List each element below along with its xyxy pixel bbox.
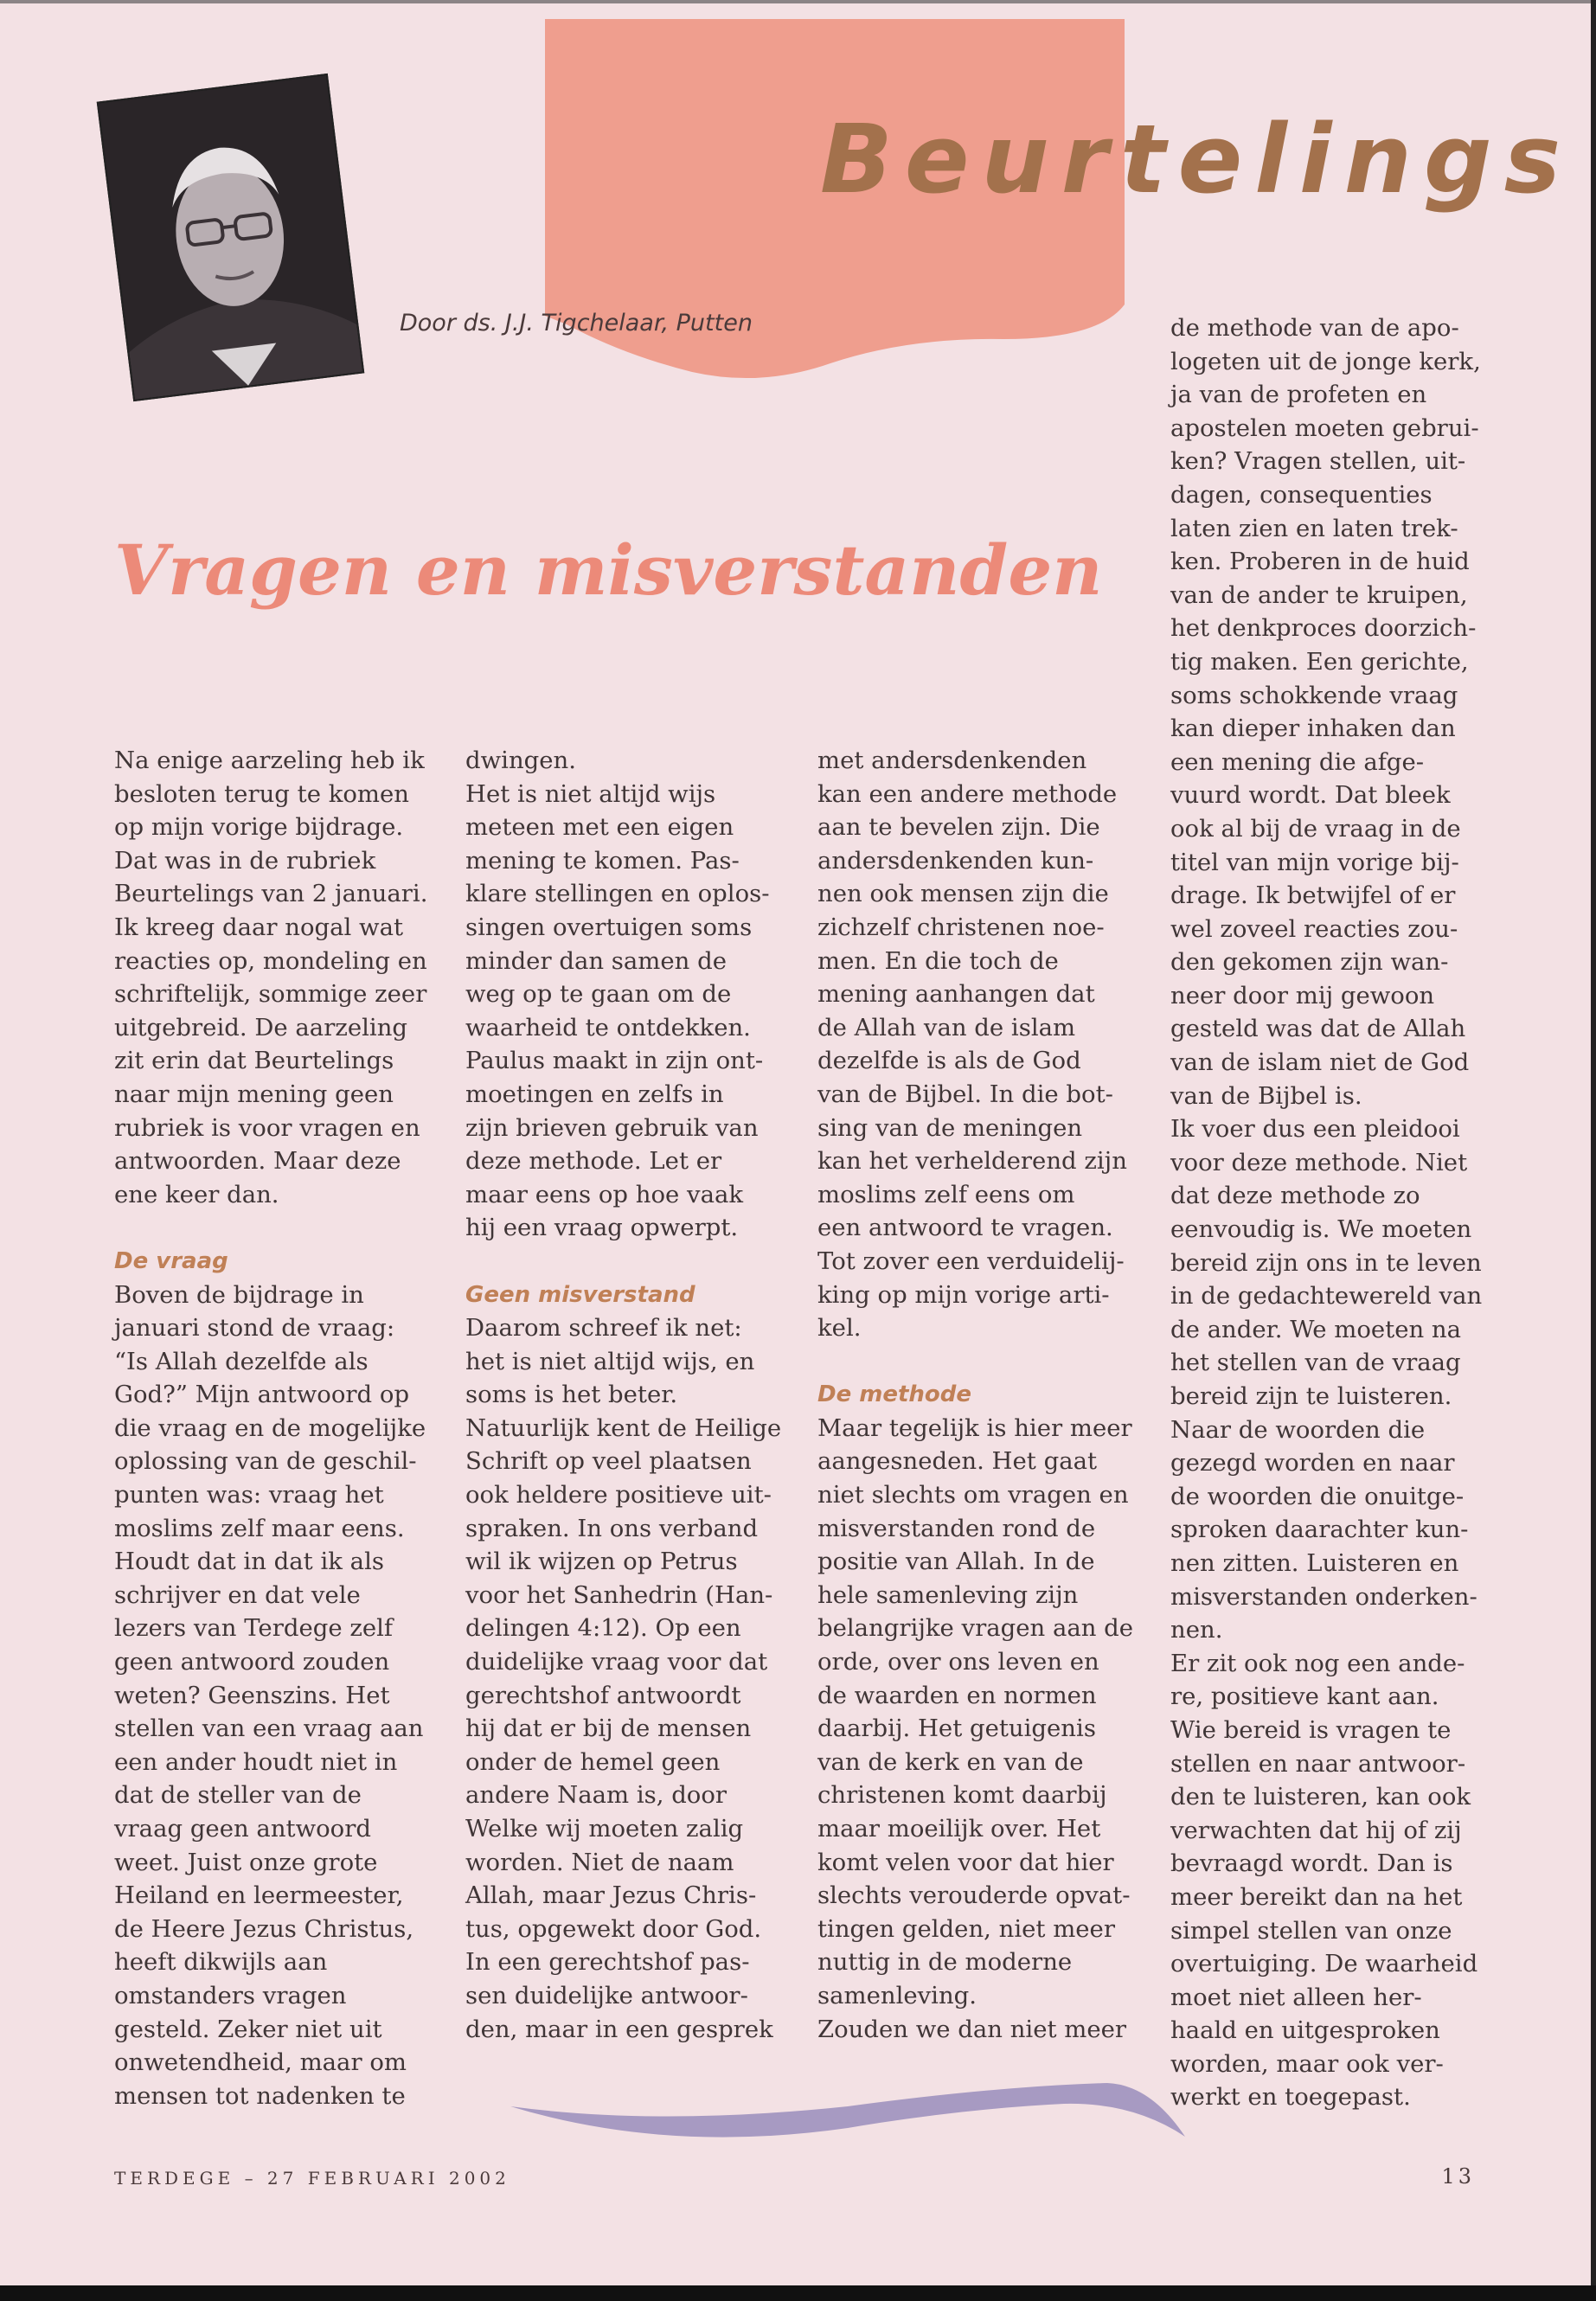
body-text-line: king op mijn vorige arti- bbox=[817, 1280, 1110, 1309]
body-text-line: van de islam niet de God bbox=[1170, 1048, 1470, 1077]
body-text-line: minder dan samen de bbox=[465, 946, 727, 975]
body-text-line: Natuurlijk kent de Heilige bbox=[465, 1413, 782, 1442]
body-text-line: van de ander te kruipen, bbox=[1170, 580, 1468, 609]
body-text-line: de methode van de apo- bbox=[1170, 314, 1459, 342]
section-subheading: Geen misverstand bbox=[465, 1281, 695, 1308]
body-text-line: van de kerk en van de bbox=[817, 1747, 1084, 1776]
body-text-line: weet. Juist onze grote bbox=[114, 1848, 378, 1876]
body-text-line: andersdenkenden kun- bbox=[817, 846, 1094, 875]
body-text-line: gesteld was dat de Allah bbox=[1170, 1015, 1466, 1043]
body-text-line: kan dieper inhaken dan bbox=[1170, 715, 1456, 743]
body-text-line: reacties op, mondeling en bbox=[114, 946, 427, 975]
body-text-line: stellen van een vraag aan bbox=[114, 1715, 424, 1743]
body-text-line: dwingen. bbox=[465, 747, 576, 774]
body-text-line: orde, over ons leven en bbox=[817, 1648, 1099, 1676]
body-text-line: kan een andere methode bbox=[817, 779, 1118, 808]
body-text-line: kel. bbox=[817, 1314, 862, 1343]
body-text-line: van de Bijbel. In die bot- bbox=[817, 1080, 1113, 1108]
body-text-line: samenleving. bbox=[817, 1981, 977, 2009]
body-text-line: gesteld. Zeker niet uit bbox=[114, 2015, 382, 2043]
body-text-line: mening aanhangen dat bbox=[817, 980, 1095, 1009]
body-text-line: dat de steller van de bbox=[114, 1781, 362, 1810]
body-text-line: moet niet alleen her- bbox=[1170, 1983, 1422, 2011]
body-text-line: delingen 4:12). Op een bbox=[465, 1614, 741, 1643]
body-text-line: ook al bij de vraag in de bbox=[1170, 814, 1461, 843]
body-text-line: oplossing van de geschil- bbox=[114, 1447, 417, 1476]
author-photo bbox=[97, 74, 365, 401]
body-text-line: ken. Proberen in de huid bbox=[1170, 548, 1470, 576]
body-text-line: ja van de profeten en bbox=[1170, 381, 1427, 409]
body-text-line: “Is Allah dezelfde als bbox=[114, 1347, 369, 1375]
body-text-line: bereid zijn ons in te leven bbox=[1170, 1248, 1482, 1277]
body-text-line: Na enige aarzeling heb ik bbox=[114, 747, 425, 774]
body-text-line: januari stond de vraag: bbox=[114, 1314, 395, 1343]
body-text-line: soms schokkende vraag bbox=[1170, 681, 1458, 709]
body-text-line: schrijver en dat vele bbox=[114, 1580, 361, 1609]
body-text-line: waarheid te ontdekken. bbox=[465, 1013, 751, 1042]
body-text-line: onwetendheid, maar om bbox=[114, 2048, 407, 2077]
body-text-line: misverstanden onderken- bbox=[1170, 1582, 1477, 1611]
body-text-line: het stellen van de vraag bbox=[1170, 1349, 1461, 1377]
body-text-line: slechts verouderde opvat- bbox=[817, 1881, 1131, 1910]
body-text-line: nen ook mensen zijn die bbox=[817, 880, 1109, 908]
body-text-line: den gekomen zijn wan- bbox=[1170, 948, 1449, 977]
body-text-line: soms is het beter. bbox=[465, 1381, 678, 1409]
body-text-line: komt velen voor dat hier bbox=[817, 1848, 1114, 1876]
body-text-line: Boven de bijdrage in bbox=[114, 1280, 364, 1309]
body-text-line: moslims zelf eens om bbox=[817, 1180, 1075, 1208]
body-text-line: misverstanden rond de bbox=[817, 1514, 1096, 1542]
body-text-line: een antwoord te vragen. bbox=[817, 1214, 1113, 1242]
body-text-line: God?” Mijn antwoord op bbox=[114, 1381, 410, 1409]
body-text-line: Het is niet altijd wijs bbox=[465, 779, 716, 808]
body-text-line: aangesneden. Het gaat bbox=[817, 1447, 1098, 1476]
body-text-line: Wie bereid is vragen te bbox=[1170, 1715, 1452, 1744]
author-byline: Door ds. J.J. Tigchelaar, Putten bbox=[400, 310, 753, 336]
body-text-line: drage. Ik betwijfel of er bbox=[1170, 881, 1456, 910]
body-text-line: antwoorden. Maar deze bbox=[114, 1147, 401, 1176]
body-text-line: uitgebreid. De aarzeling bbox=[114, 1013, 408, 1042]
body-text-line: nen. bbox=[1170, 1616, 1223, 1644]
body-text-line: stellen en naar antwoor- bbox=[1170, 1749, 1466, 1778]
body-text-line: zijn brieven gebruik van bbox=[465, 1113, 759, 1142]
body-text-line: neer door mij gewoon bbox=[1170, 981, 1435, 1009]
body-text-line: worden, maar ook ver- bbox=[1170, 2049, 1444, 2078]
body-text-line: bevraagd wordt. Dan is bbox=[1170, 1849, 1453, 1878]
body-text-line: Naar de woorden die bbox=[1170, 1415, 1426, 1444]
body-text-line: aan te bevelen zijn. Die bbox=[817, 813, 1100, 842]
body-text-line: Daarom schreef ik net: bbox=[465, 1314, 742, 1343]
body-text-line: In een gerechtshof pas- bbox=[465, 1948, 750, 1977]
footer-publication: TERDEGE – 27 FEBRUARI 2002 bbox=[114, 2168, 510, 2189]
body-text-line: zichzelf christenen noe- bbox=[817, 913, 1105, 941]
body-text-line: de Heere Jezus Christus, bbox=[114, 1914, 414, 1943]
body-text-line: overtuiging. De waarheid bbox=[1170, 1950, 1478, 1978]
body-text-line: re, positieve kant aan. bbox=[1170, 1682, 1439, 1711]
body-text-line: het denkproces doorzich- bbox=[1170, 614, 1477, 643]
body-text-line: een mening die afge- bbox=[1170, 747, 1425, 776]
body-text-line: eenvoudig is. We moeten bbox=[1170, 1215, 1472, 1244]
body-text-line: mening te komen. Pas- bbox=[465, 846, 740, 875]
body-text-line: sproken daarachter kun- bbox=[1170, 1516, 1469, 1544]
body-text-line: dagen, consequenties bbox=[1170, 480, 1433, 509]
body-text-line: Heiland en leermeester, bbox=[114, 1881, 404, 1910]
body-text-line: klare stellingen en oplos- bbox=[465, 880, 770, 908]
body-text-line: een ander houdt niet in bbox=[114, 1747, 398, 1776]
body-text-line: onder de hemel geen bbox=[465, 1747, 721, 1776]
body-text-line: de Allah van de islam bbox=[817, 1013, 1076, 1042]
body-text-line: die vraag en de mogelijke bbox=[114, 1413, 426, 1442]
article-column-3 bbox=[817, 744, 1133, 2046]
body-text-line: daarbij. Het getuigenis bbox=[817, 1715, 1096, 1743]
article-headline: Vragen en misverstanden bbox=[114, 529, 1103, 611]
body-text-line: verwachten dat hij of zij bbox=[1170, 1816, 1462, 1844]
body-text-line: niet slechts om vragen en bbox=[817, 1481, 1129, 1509]
body-text-line: gerechtshof antwoordt bbox=[465, 1681, 741, 1709]
body-text-line: ken? Vragen stellen, uit- bbox=[1170, 447, 1466, 476]
body-text-line: ene keer dan. bbox=[114, 1180, 279, 1208]
body-text-line: Welke wij moeten zalig bbox=[465, 1815, 744, 1843]
body-text-line: positie van Allah. In de bbox=[817, 1548, 1095, 1576]
body-text-line: moslims zelf maar eens. bbox=[114, 1514, 405, 1542]
body-text-line: andere Naam is, door bbox=[465, 1781, 727, 1810]
body-text-line: sing van de meningen bbox=[817, 1113, 1083, 1142]
body-text-line: Schrift op veel plaatsen bbox=[465, 1447, 752, 1476]
body-text-line: vuurd wordt. Dat bleek bbox=[1170, 781, 1451, 810]
body-text-line: spraken. In ons verband bbox=[465, 1514, 759, 1542]
body-text-line: werkt en toegepast. bbox=[1170, 2083, 1411, 2112]
body-text-line: besloten terug te komen bbox=[114, 779, 409, 808]
body-text-line: vraag geen antwoord bbox=[114, 1815, 371, 1843]
body-text-line: belangrijke vragen aan de bbox=[817, 1614, 1134, 1643]
body-text-line: mensen tot nadenken te bbox=[114, 2081, 406, 2110]
body-text-line: tingen gelden, niet meer bbox=[817, 1914, 1115, 1943]
body-text-line: tig maken. Een gerichte, bbox=[1170, 647, 1469, 676]
body-text-line: hij een vraag opwerpt. bbox=[465, 1214, 739, 1242]
body-text-line: Tot zover een verduidelij- bbox=[817, 1247, 1125, 1275]
body-text-line: met andersdenkenden bbox=[817, 747, 1087, 774]
body-text-line: gezegd worden en naar bbox=[1170, 1449, 1455, 1477]
body-text-line: naar mijn mening geen bbox=[114, 1080, 394, 1108]
body-text-line: wil ik wijzen op Petrus bbox=[465, 1548, 738, 1576]
body-text-line: weg op te gaan om de bbox=[465, 980, 732, 1009]
body-text-line: duidelijke vraag voor dat bbox=[465, 1648, 768, 1676]
body-text-line: maar moeilijk over. Het bbox=[817, 1815, 1101, 1843]
body-text-line: meteen met een eigen bbox=[465, 813, 734, 842]
body-text-line: heeft dikwijls aan bbox=[114, 1948, 328, 1977]
scan-edge-right bbox=[1591, 0, 1596, 2301]
body-text-line: schriftelijk, sommige zeer bbox=[114, 980, 427, 1009]
article-column-1 bbox=[114, 744, 430, 2112]
article-column-4 bbox=[1170, 311, 1486, 2114]
paragraph-gap bbox=[114, 1211, 430, 1245]
body-text-line: hele samenleving zijn bbox=[817, 1580, 1079, 1609]
paragraph-gap bbox=[465, 1245, 781, 1279]
body-text-line: van de Bijbel is. bbox=[1170, 1081, 1362, 1110]
body-text-line: maar eens op hoe vaak bbox=[465, 1180, 744, 1208]
body-text-line: in de gedachtewereld van bbox=[1170, 1282, 1483, 1311]
body-text-line: lezers van Terdege zelf bbox=[114, 1614, 394, 1643]
body-text-line: singen overtuigen soms bbox=[465, 913, 753, 941]
body-text-line: de waarden en normen bbox=[817, 1681, 1097, 1709]
paragraph-gap bbox=[817, 1345, 1133, 1379]
body-text-line: Beurtelings van 2 januari. bbox=[114, 880, 428, 908]
body-text-line: Dat was in de rubriek bbox=[114, 846, 376, 875]
body-text-line: moetingen en zelfs in bbox=[465, 1080, 724, 1108]
body-text-line: men. En die toch de bbox=[817, 946, 1059, 975]
body-text-line: bereid zijn te luisteren. bbox=[1170, 1382, 1452, 1410]
body-text-line: deze methode. Let er bbox=[465, 1147, 722, 1176]
body-text-line: Er zit ook nog een ande- bbox=[1170, 1649, 1465, 1677]
body-text-line: nuttig in de moderne bbox=[817, 1948, 1073, 1977]
section-subheading: De methode bbox=[817, 1381, 972, 1408]
body-text-line: meer bereikt dan na het bbox=[1170, 1882, 1463, 1911]
decorative-swoosh bbox=[510, 2059, 1185, 2154]
body-text-line: sen duidelijke antwoor- bbox=[465, 1981, 748, 2009]
page-number: 13 bbox=[1441, 2164, 1475, 2189]
body-text-line: apostelen moeten gebrui- bbox=[1170, 413, 1479, 442]
body-text-line: worden. Niet de naam bbox=[465, 1848, 734, 1876]
body-text-line: punten was: vraag het bbox=[114, 1481, 384, 1509]
body-text-line: Allah, maar Jezus Chris- bbox=[465, 1881, 757, 1910]
body-text-line: den te luisteren, kan ook bbox=[1170, 1783, 1471, 1811]
body-text-line: Zouden we dan niet meer bbox=[817, 2015, 1127, 2043]
body-text-line: dezelfde is als de God bbox=[817, 1047, 1081, 1075]
body-text-line: simpel stellen van onze bbox=[1170, 1916, 1452, 1945]
body-text-line: Ik kreeg daar nogal wat bbox=[114, 913, 404, 941]
body-text-line: het is niet altijd wijs, en bbox=[465, 1347, 755, 1375]
body-text-line: voor het Sanhedrin (Han- bbox=[465, 1580, 773, 1609]
body-text-line: haald en uitgesproken bbox=[1170, 2016, 1440, 2045]
body-text-line: logeten uit de jonge kerk, bbox=[1170, 347, 1481, 375]
body-text-line: wel zoveel reacties zou- bbox=[1170, 914, 1458, 943]
body-text-line: omstanders vragen bbox=[114, 1981, 347, 2009]
body-text-line: ook heldere positieve uit- bbox=[465, 1481, 772, 1509]
body-text-line: weten? Geenszins. Het bbox=[114, 1681, 390, 1709]
article-column-2 bbox=[465, 744, 781, 2046]
body-text-line: tus, opgewekt door God. bbox=[465, 1914, 762, 1943]
body-text-line: zit erin dat Beurtelings bbox=[114, 1047, 394, 1075]
body-text-line: op mijn vorige bijdrage. bbox=[114, 813, 404, 842]
body-text-line: kan het verhelderend zijn bbox=[817, 1147, 1127, 1176]
body-text-line: christenen komt daarbij bbox=[817, 1781, 1107, 1810]
body-text-line: titel van mijn vorige bij- bbox=[1170, 848, 1459, 876]
section-subheading: De vraag bbox=[114, 1247, 228, 1274]
body-text-line: hij dat er bij de mensen bbox=[465, 1715, 752, 1743]
body-text-line: de woorden die onuitge- bbox=[1170, 1482, 1465, 1510]
body-text-line: de ander. We moeten na bbox=[1170, 1315, 1462, 1343]
body-text-line: den, maar in een gesprek bbox=[465, 2015, 773, 2043]
body-text-line: laten zien en laten trek- bbox=[1170, 514, 1458, 542]
body-text-line: nen zitten. Luisteren en bbox=[1170, 1548, 1459, 1577]
body-text-line: Houdt dat in dat ik als bbox=[114, 1548, 384, 1576]
body-text-line: dat deze methode zo bbox=[1170, 1182, 1420, 1210]
body-text-line: rubriek is voor vragen en bbox=[114, 1113, 420, 1142]
body-text-line: geen antwoord zouden bbox=[114, 1648, 390, 1676]
rubric-title: Beurtelings bbox=[820, 104, 1574, 215]
body-text-line: voor deze methode. Niet bbox=[1170, 1148, 1468, 1176]
body-text-line: Paulus maakt in zijn ont- bbox=[465, 1047, 764, 1075]
scan-edge-bottom bbox=[0, 2285, 1596, 2301]
body-text-line: Maar tegelijk is hier meer bbox=[817, 1413, 1132, 1442]
body-text-line: Ik voer dus een pleidooi bbox=[1170, 1115, 1460, 1144]
